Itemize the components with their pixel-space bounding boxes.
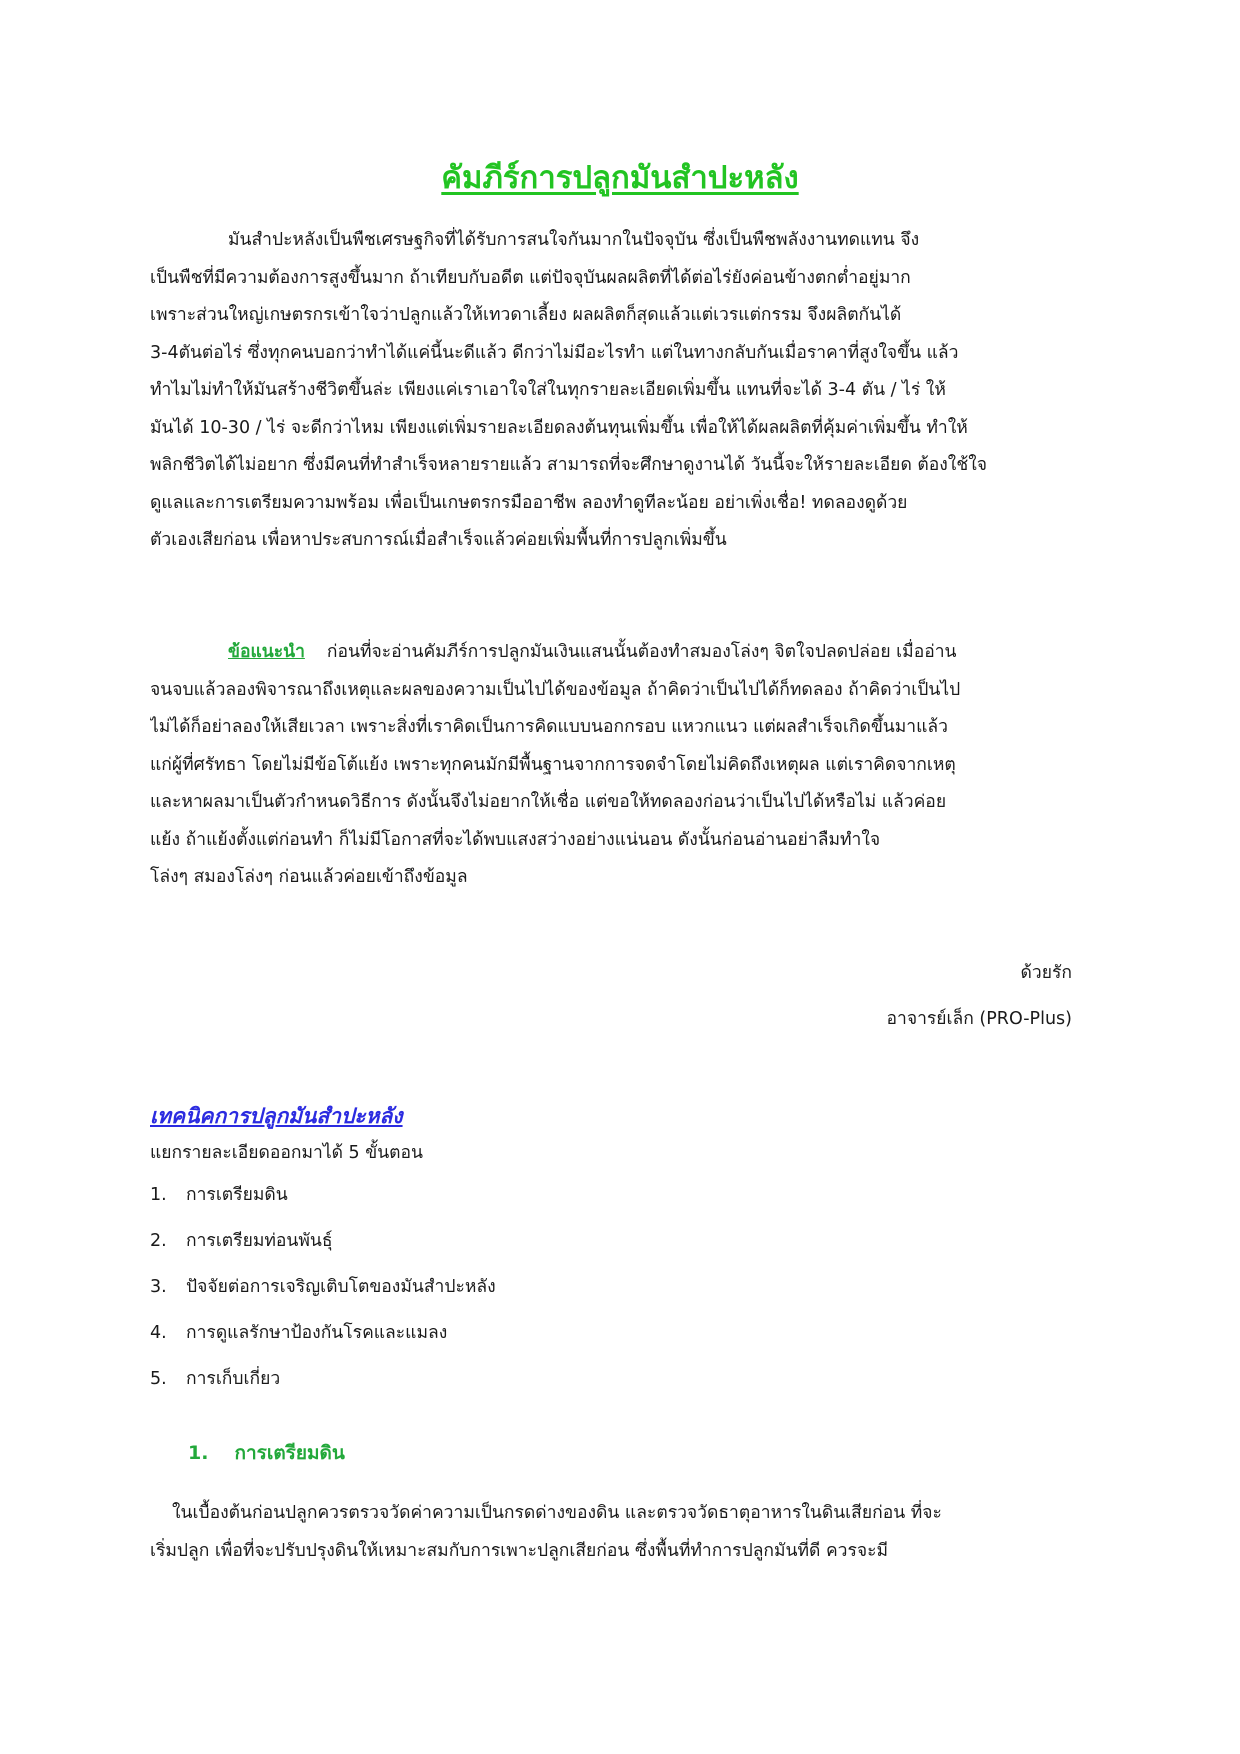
step-number: 3. (150, 1277, 167, 1297)
list-item (150, 1180, 496, 1226)
document-title: คัมภีร์การปลูกมันสำปะหลัง (441, 160, 799, 196)
section1-heading (188, 1438, 345, 1468)
intro-line: 3-4ตันต่อไร่ ซึ่งทุกคนบอกว่าทำได้แค่นี้นะดีแล้ว ดีกว่าไม่มีอะไรทำ แต่ในทางกลับกันเมื่อราคาที่สูงใจขึ้น แล้ว (150, 342, 959, 363)
step-text: การเตรียมดิน (186, 1185, 288, 1205)
intro-line: มันสำปะหลังเป็นพืชเศรษฐกิจที่ได้รับการสนใจกันมากในปัจจุบัน ซึ่งเป็นพืชพลังงานทดแทน จึง (228, 230, 920, 250)
advice-first-line (150, 634, 1090, 672)
step-number: 5. (150, 1369, 167, 1389)
techniques-heading: เทคนิคการปลูกมันสำปะหลัง (150, 1104, 403, 1128)
advice-line: แก่ผู้ที่ศรัทธา โดยไม่มีข้อโต้แย้ง เพราะทุกคนมักมีพื้นฐานจากการจดจำโดยไม่คิดถึงเหตุผล แต่เราคิดจากเหตุ (150, 754, 956, 775)
steps-list (150, 1180, 496, 1410)
list-item (150, 1364, 496, 1410)
intro-line: เพราะส่วนใหญ่เกษตรกรเข้าใจว่าปลูกแล้วให้เทวดาเลี้ยง ผลผลิตก็สุดแล้วแต่เวรแต่กรรม จึงผลิตกันได้ (150, 305, 902, 325)
intro-line: พลิกชีวิตได้ไม่อยาก ซึ่งมีคนที่ทำสำเร็จหลายรายแล้ว สามารถที่จะศึกษาดูงานได้ วันนี้จะให้รายละเอียด ต้องใช้ใจ (150, 455, 988, 475)
signature-author: อาจารย์เล็ก (PRO-Plus) (886, 1009, 1072, 1029)
advice-line: แย้ง ถ้าแย้งตั้งแต่ก่อนทำ ก็ไม่มีโอกาสที่จะได้พบแสงสว่างอย่างแน่นอน ดังนั้นก่อนอ่านอย่าลืมทำใจ (150, 829, 881, 850)
intro-line: ดูแลและการเตรียมความพร้อม เพื่อเป็นเกษตรกรมืออาชีพ ลองทำดูทีละน้อย อย่าเพิ่งเชื่อ! ทดลองดูด้วย (150, 492, 908, 513)
advice-line: และหาผลมาเป็นตัวกำหนดวิธีการ ดังนั้นจึงไม่อยากให้เชื่อ แต่ขอให้ทดลองก่อนว่าเป็นไปได้หรือไม่ แล้วค่อย (150, 792, 947, 812)
section1-line: เริ่มปลูก เพื่อที่จะปรับปรุงดินให้เหมาะสมกับการเพาะปลูกเสียก่อน ซึ่งพื้นที่ทำการปลูกมันที่ดี ควรจะมี (150, 1540, 889, 1561)
advice-first-text: ก่อนที่จะอ่านคัมภีร์การปลูกมันเงินแสนนั้นต้องทำสมองโล่งๆ จิตใจปลดปล่อย เมื่ออ่าน (326, 642, 957, 662)
section1-paragraph (150, 1495, 1090, 1570)
step-number: 1. (150, 1185, 167, 1205)
step-text: การเตรียมท่อนพันธุ์ (186, 1231, 333, 1251)
step-text: ปัจจัยต่อการเจริญเติบโตของมันสำปะหลัง (186, 1277, 496, 1297)
advice-line: โล่งๆ สมองโล่งๆ ก่อนแล้วค่อยเข้าถึงข้อมูล (150, 867, 468, 887)
intro-line: มันได้ 10-30 / ไร่ จะดีกว่าไหม เพียงแต่เพิ่มรายละเอียดลงต้นทุนเพิ่มขึ้น เพื่อให้ได้ผลผลิตที่คุ้มค่าเพิ่มขึ้น ทำให้ (150, 417, 968, 438)
list-item (150, 1318, 496, 1364)
advice-label: ข้อแนะนำ (228, 642, 305, 662)
intro-line: ทำไมไม่ทำให้มันสร้างชีวิตขึ้นล่ะ เพียงแค่เราเอาใจใส่ในทุกรายละเอียดเพิ่มขึ้น แทนที่จะได้ 3-4 ตัน / ไร่ ให้ (150, 380, 946, 400)
section1-title: การเตรียมดิน (234, 1442, 345, 1464)
intro-line: ตัวเองเสียก่อน เพื่อหาประสบการณ์เมื่อสำเร็จแล้วค่อยเพิ่มพื้นที่การปลูกเพิ่มขึ้น (150, 530, 727, 550)
list-item (150, 1226, 496, 1272)
advice-paragraph (150, 634, 1090, 897)
step-text: การดูแลรักษาป้องกันโรคและแมลง (186, 1323, 448, 1343)
intro-line: เป็นพืชที่มีความต้องการสูงขึ้นมาก ถ้าเทียบกับอดีต แต่ปัจจุบันผลผลิตที่ได้ต่อไร่ยังค่อนข้างตกต่ำอยู่มาก (150, 267, 911, 288)
list-item (150, 1272, 496, 1318)
section1-line: ในเบื้องต้นก่อนปลูกควรตรวจวัดค่าความเป็นกรดด่างของดิน และตรวจวัดธาตุอาหารในดินเสียก่อน ที่จะ (172, 1503, 942, 1523)
section1-number: 1. (188, 1442, 209, 1464)
techniques-summary: แยกรายละเอียดออกมาได้ 5 ขั้นตอน (150, 1143, 424, 1163)
signature-closing: ด้วยรัก (1020, 963, 1072, 983)
step-number: 2. (150, 1231, 167, 1251)
intro-paragraph (150, 222, 1090, 560)
step-text: การเก็บเกี่ยว (186, 1369, 281, 1389)
advice-line: ไม่ได้ก็อย่าลองให้เสียเวลา เพราะสิ่งที่เราคิดเป็นการคิดแบบนอกกรอบ แหวกแนว แต่ผลสำเร็จเกิดขึ้นมาแล้ว (150, 717, 948, 737)
step-number: 4. (150, 1323, 167, 1343)
advice-line: จนจบแล้วลองพิจารณาถึงเหตุและผลของความเป็นไปได้ของข้อมูล ถ้าคิดว่าเป็นไปได้ก็ทดลอง ถ้าคิดว่าเป็นไป (150, 679, 961, 700)
